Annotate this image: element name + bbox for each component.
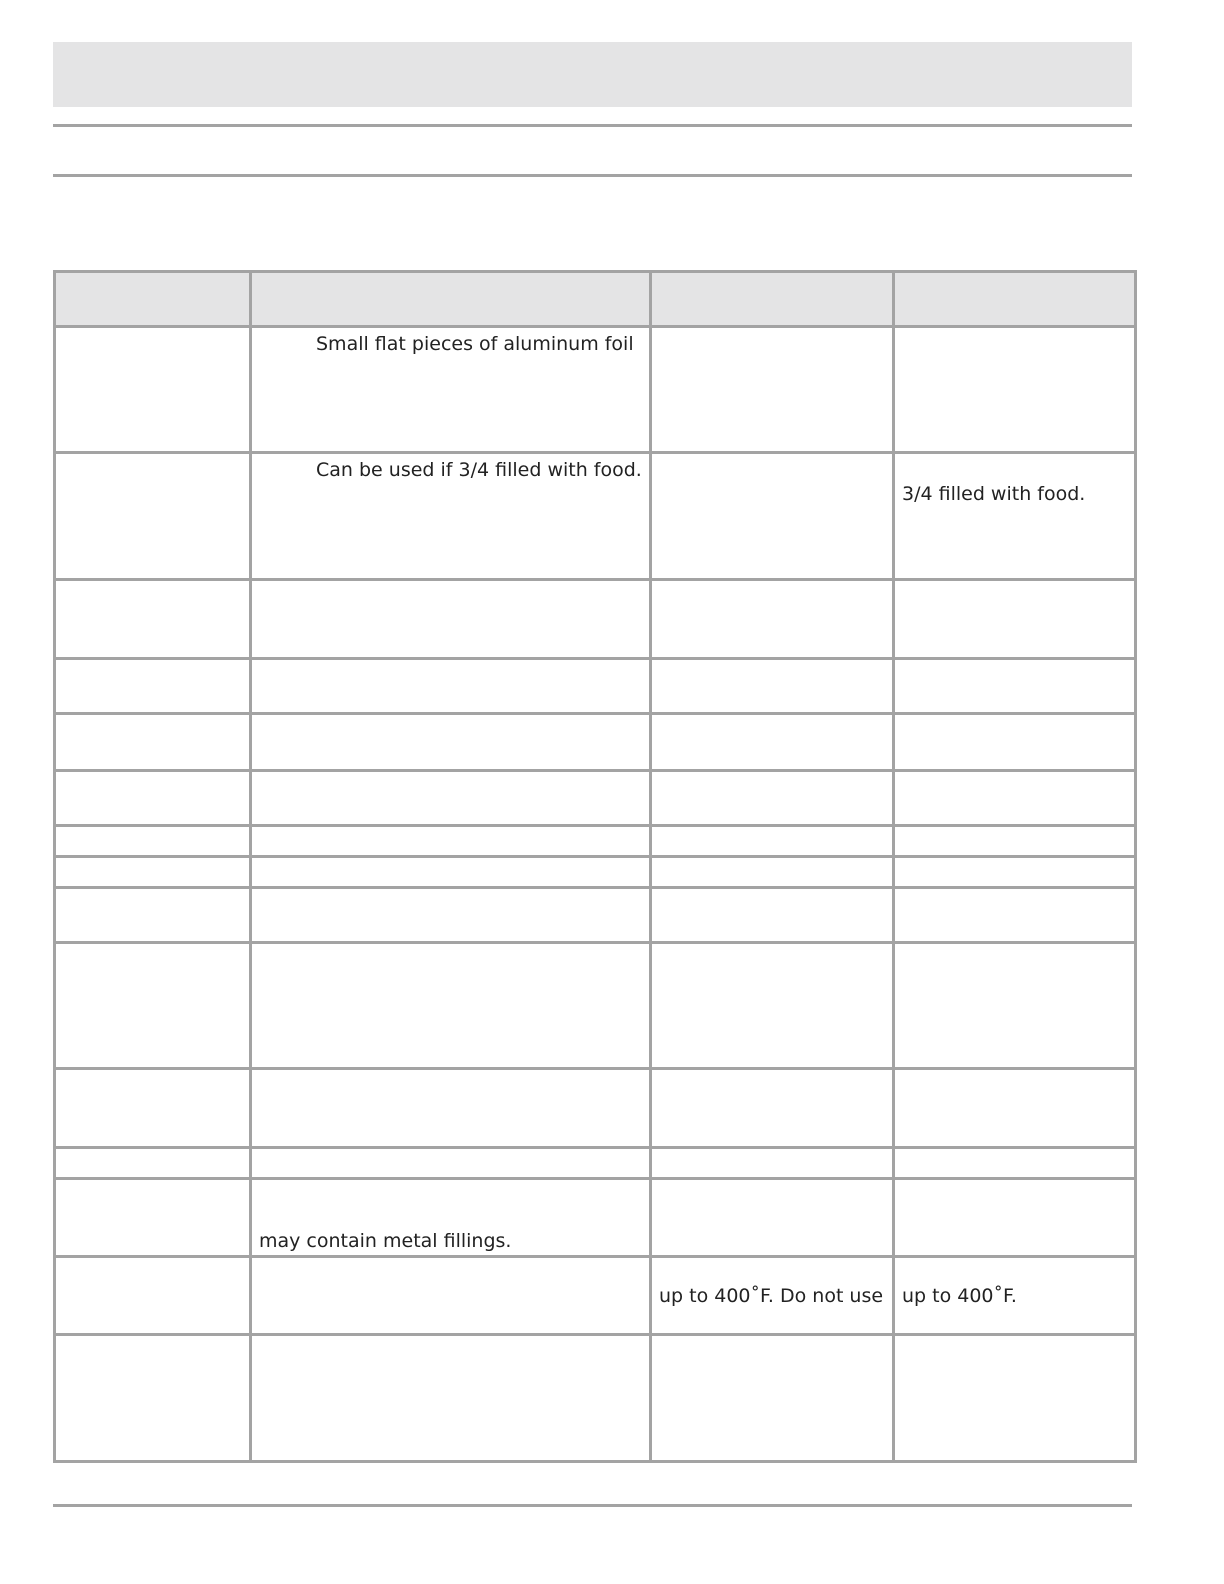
table-cell xyxy=(651,1257,894,1335)
table-row xyxy=(55,659,1136,714)
table-cell xyxy=(55,659,251,714)
table-cell xyxy=(251,580,651,659)
table-cell xyxy=(55,1179,251,1257)
top-rule xyxy=(53,124,1132,127)
table-cell xyxy=(651,857,894,888)
table-cell xyxy=(651,1069,894,1148)
table-cell xyxy=(651,580,894,659)
table-row xyxy=(55,771,1136,826)
table-cell xyxy=(251,327,651,453)
table-cell xyxy=(894,943,1136,1069)
cell-text: 3/4 filled with food. xyxy=(902,483,1086,505)
table-cell xyxy=(55,826,251,857)
table-row xyxy=(55,1179,1136,1257)
table-cell xyxy=(251,888,651,943)
table-cell xyxy=(55,1069,251,1148)
table-cell xyxy=(55,327,251,453)
header-cell xyxy=(894,272,1136,327)
header-cell xyxy=(55,272,251,327)
cell-text: Small flat pieces of aluminum foil xyxy=(316,333,634,355)
table-cell xyxy=(894,1179,1136,1257)
table-cell xyxy=(894,888,1136,943)
table-cell xyxy=(651,453,894,580)
title-rule xyxy=(53,174,1132,177)
table-cell xyxy=(55,857,251,888)
table-cell xyxy=(251,659,651,714)
table-cell xyxy=(251,857,651,888)
table-cell xyxy=(651,888,894,943)
cell-text: may contain metal fillings. xyxy=(259,1230,512,1252)
table-cell xyxy=(651,714,894,771)
table-cell xyxy=(55,943,251,1069)
header-band xyxy=(53,42,1132,107)
table-row xyxy=(55,826,1136,857)
table-row xyxy=(55,857,1136,888)
table-cell xyxy=(55,453,251,580)
table-row xyxy=(55,1069,1136,1148)
table-cell xyxy=(251,771,651,826)
table-row xyxy=(55,453,1136,580)
table-cell xyxy=(251,1069,651,1148)
table-cell xyxy=(251,1179,651,1257)
table-row xyxy=(55,1335,1136,1462)
table-cell xyxy=(251,714,651,771)
table-cell xyxy=(55,1335,251,1462)
table-row xyxy=(55,888,1136,943)
cell-text: up to 400˚F. Do not use xyxy=(659,1285,884,1307)
table-cell xyxy=(894,771,1136,826)
table-cell xyxy=(894,857,1136,888)
header-cell xyxy=(251,272,651,327)
table-cell xyxy=(894,327,1136,453)
table-cell xyxy=(251,1148,651,1179)
table-cell xyxy=(894,1069,1136,1148)
table-cell xyxy=(251,826,651,857)
table-cell xyxy=(251,453,651,580)
table-row xyxy=(55,1257,1136,1335)
table-row xyxy=(55,714,1136,771)
table-cell xyxy=(55,714,251,771)
table-cell xyxy=(55,771,251,826)
table-cell xyxy=(651,943,894,1069)
table-cell xyxy=(251,943,651,1069)
table-header-row xyxy=(55,272,1136,327)
table-cell xyxy=(55,580,251,659)
table-cell xyxy=(55,1257,251,1335)
table-row xyxy=(55,580,1136,659)
table-cell xyxy=(651,659,894,714)
table-cell xyxy=(894,714,1136,771)
table-cell xyxy=(894,826,1136,857)
cookware-table xyxy=(53,270,1134,1463)
table-cell xyxy=(894,1257,1136,1335)
table-cell xyxy=(651,1179,894,1257)
bottom-rule xyxy=(53,1504,1132,1507)
table-cell xyxy=(55,888,251,943)
table-row xyxy=(55,1148,1136,1179)
table-row xyxy=(55,327,1136,453)
table-row xyxy=(55,943,1136,1069)
table-cell xyxy=(651,826,894,857)
table-cell xyxy=(651,327,894,453)
table-cell xyxy=(651,1335,894,1462)
table-cell xyxy=(651,1148,894,1179)
table-cell xyxy=(894,453,1136,580)
table-cell xyxy=(651,771,894,826)
table-cell xyxy=(55,1148,251,1179)
table-cell xyxy=(894,1148,1136,1179)
table-cell xyxy=(251,1257,651,1335)
table-cell xyxy=(251,1335,651,1462)
cell-text: Can be used if 3/4 filled with food. xyxy=(316,459,642,481)
table-cell xyxy=(894,659,1136,714)
header-cell xyxy=(651,272,894,327)
cell-text: up to 400˚F. xyxy=(902,1285,1017,1307)
table-cell xyxy=(894,580,1136,659)
table-cell xyxy=(894,1335,1136,1462)
